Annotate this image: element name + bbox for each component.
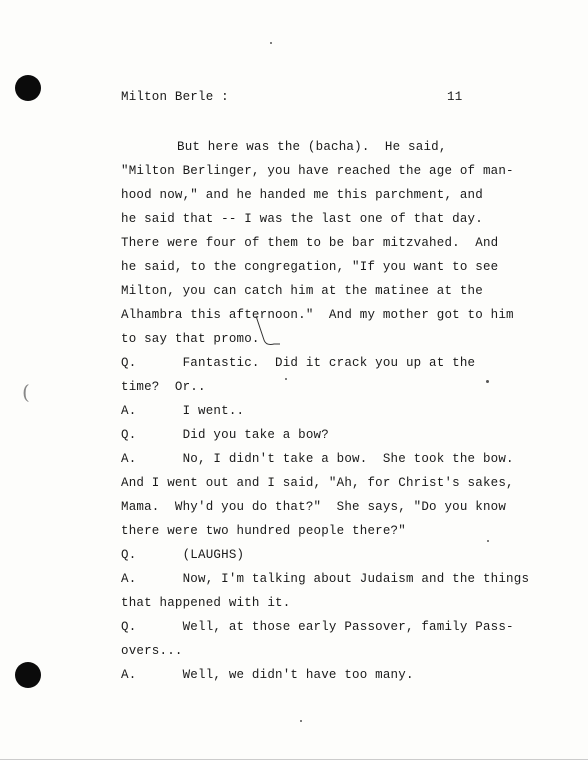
transcript-line: Q. Well, at those early Passover, family Pass- (121, 620, 514, 634)
page-header-speaker: Milton Berle : (121, 90, 229, 104)
punch-hole-top (15, 75, 41, 101)
transcript-line: "Milton Berlinger, you have reached the age of man- (121, 164, 514, 178)
transcript-line: Mama. Why'd you do that?" She says, "Do you know (121, 500, 507, 514)
ink-speck (300, 720, 302, 722)
transcript-line: Alhambra this afternoon." And my mother got to him (121, 308, 514, 322)
punch-hole-bottom (15, 662, 41, 688)
transcript-line: there were two hundred people there?" (121, 524, 406, 538)
ink-speck (486, 380, 489, 383)
transcript-line: A. Well, we didn't have too many. (121, 668, 414, 682)
transcript-line: he said, to the congregation, "If you want to see (121, 260, 499, 274)
transcript-line: Q. Fantastic. Did it crack you up at the (121, 356, 476, 370)
transcript-line: A. I went.. (121, 404, 245, 418)
transcript-line: time? Or.. (121, 380, 206, 394)
transcript-line: that happened with it. (121, 596, 291, 610)
transcript-line: overs... (121, 644, 183, 658)
transcript-line: And I went out and I said, "Ah, for Christ's sakes, (121, 476, 514, 490)
handwritten-bracket-mark (252, 314, 282, 350)
transcript-line: Q. Did you take a bow? (121, 428, 329, 442)
ink-speck (285, 378, 287, 380)
transcript-line: A. Now, I'm talking about Judaism and the things (121, 572, 530, 586)
transcript-line: he said that -- I was the last one of that day. (121, 212, 483, 226)
transcript-line: Milton, you can catch him at the matinee at the (121, 284, 483, 298)
transcript-line: A. No, I didn't take a bow. She took the bow. (121, 452, 514, 466)
ink-speck (270, 42, 272, 44)
transcript-line: Q. (LAUGHS) (121, 548, 245, 562)
transcript-line: hood now," and he handed me this parchment, and (121, 188, 483, 202)
transcript-line: But here was the (bacha). He said, (177, 140, 447, 154)
margin-mark: ( (22, 380, 30, 404)
transcript-line: to say that promo. (121, 332, 260, 346)
page-number: 11 (447, 90, 463, 104)
ink-speck (487, 540, 489, 542)
transcript-line: There were four of them to be bar mitzvahed. And (121, 236, 499, 250)
